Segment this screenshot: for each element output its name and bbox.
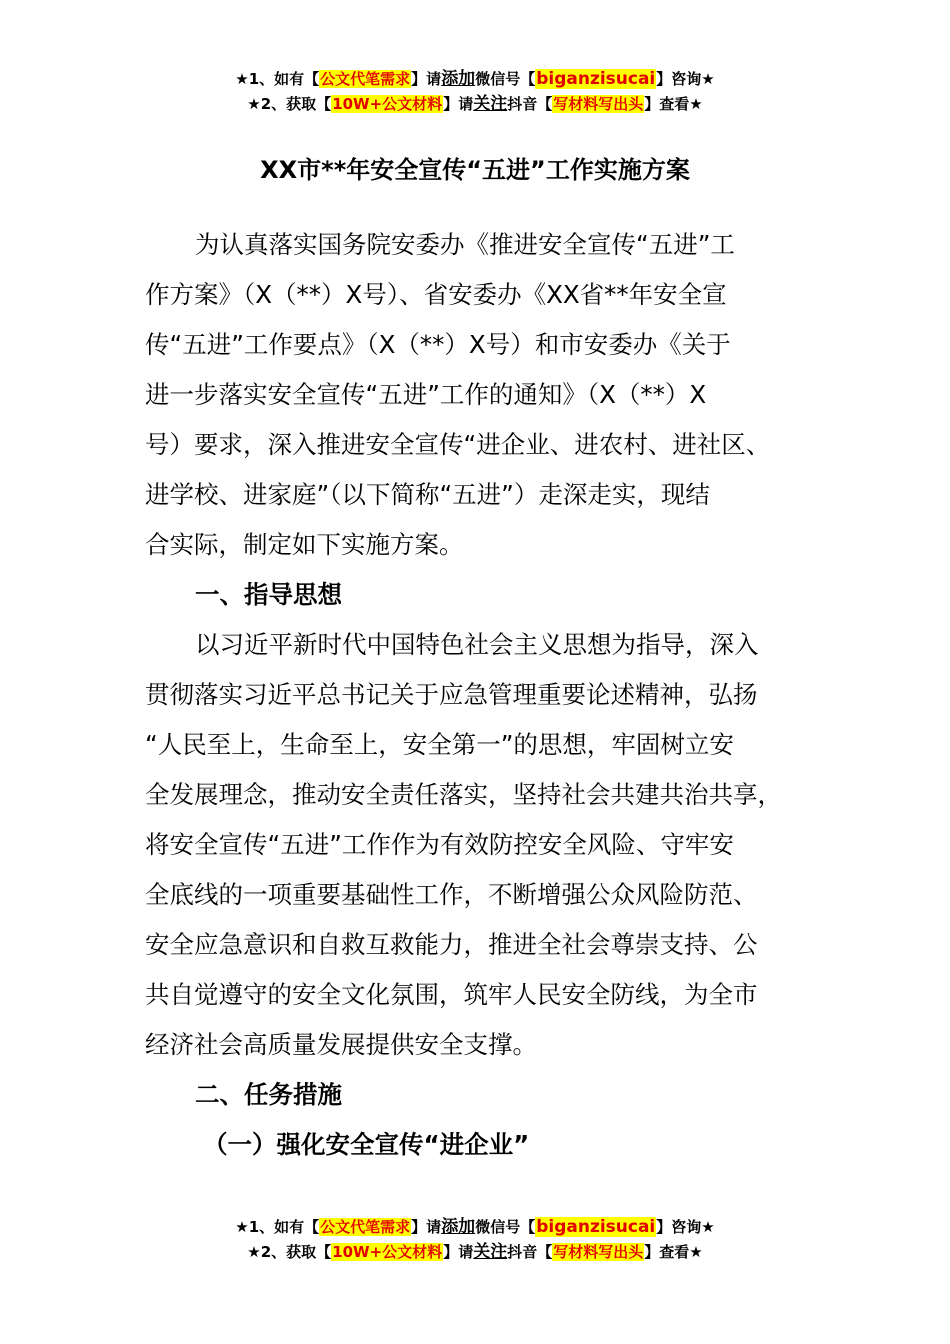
notice-line-1: ★1、如有【公文代笔需求】请添加微信号【biganzisucai】咨询★ — [235, 1217, 715, 1237]
document-body — [145, 220, 805, 1170]
star-icon: ★ — [235, 1218, 249, 1236]
notice-highlight-service: 公文代笔需求 — [320, 70, 411, 88]
star-icon: ★ — [701, 70, 715, 88]
paragraph-line: 以习近平新时代中国特色社会主义思想为指导，深入 — [195, 630, 759, 659]
paragraph-line: 号）要求，深入推进安全宣传“进企业、进农村、进社区、 — [145, 430, 771, 459]
paragraph-line: 进学校、进家庭”（以下简称“五进”）走深走实，现结 — [145, 480, 710, 509]
notice-highlight-wechat-id: biganzisucai — [536, 1217, 656, 1237]
notice-highlight-materials: 10W+公文材料 — [332, 1243, 443, 1261]
notice-highlight-materials: 10W+公文材料 — [332, 95, 443, 113]
paragraph-line: 将安全宣传“五进”工作作为有效防控安全风险、守牢安 — [145, 830, 734, 859]
paragraph-line: 为认真落实国务院安委办《推进安全宣传“五进”工 — [195, 230, 735, 259]
notice-line-1: ★1、如有【公文代笔需求】请添加微信号【biganzisucai】咨询★ — [235, 69, 715, 89]
bottom-notice-banner — [0, 1215, 950, 1265]
star-icon: ★ — [247, 95, 261, 113]
notice-line-2: ★2、获取【10W+公文材料】请关注抖音【写材料写出头】查看★ — [247, 94, 703, 114]
star-icon: ★ — [689, 95, 703, 113]
paragraph-line: 贯彻落实习近平总书记关于应急管理重要论述精神，弘扬 — [145, 680, 758, 709]
paragraph-line: 安全应急意识和自救互救能力，推进全社会尊崇支持、公 — [145, 930, 758, 959]
star-icon: ★ — [247, 1243, 261, 1261]
notice-highlight-wechat-id: biganzisucai — [536, 69, 656, 89]
notice-highlight-douyin: 写材料写出头 — [553, 1243, 644, 1261]
paragraph-line: 经济社会高质量发展提供安全支撑。 — [145, 1030, 537, 1059]
star-icon: ★ — [235, 70, 249, 88]
notice-line-2: ★2、获取【10W+公文材料】请关注抖音【写材料写出头】查看★ — [247, 1242, 703, 1262]
paragraph-line: “人民至上，生命至上，安全第一”的思想，牢固树立安 — [145, 730, 734, 759]
notice-highlight-service: 公文代笔需求 — [320, 1218, 411, 1236]
paragraph-line: 共自觉遵守的安全文化氛围，筑牢人民安全防线，为全市 — [145, 980, 758, 1009]
paragraph-line: 进一步落实安全宣传“五进”工作的通知》（X（**）X — [145, 380, 707, 409]
top-notice-banner — [0, 67, 950, 117]
paragraph-line: 传“五进”工作要点》（X（**）X号）和市安委办《关于 — [145, 330, 731, 359]
star-icon: ★ — [689, 1243, 703, 1261]
star-icon: ★ — [701, 1218, 715, 1236]
section-heading-guiding-ideology: 一、指导思想 — [195, 580, 342, 609]
paragraph-line: 全发展理念，推动安全责任落实，坚持社会共建共治共享， — [145, 780, 782, 809]
paragraph-line: 合实际，制定如下实施方案。 — [145, 530, 464, 559]
subsection-heading-enterprise: （一）强化安全宣传“进企业” — [203, 1130, 530, 1159]
paragraph-line: 作方案》（X（**）X号）、省安委办《XX省**年安全宣 — [145, 280, 727, 309]
notice-highlight-douyin: 写材料写出头 — [553, 95, 644, 113]
document-title: XX市**年安全宣传“五进”工作实施方案 — [260, 156, 690, 184]
section-heading-tasks: 二、任务措施 — [195, 1080, 342, 1109]
paragraph-line: 全底线的一项重要基础性工作，不断增强公众风险防范、 — [145, 880, 758, 909]
